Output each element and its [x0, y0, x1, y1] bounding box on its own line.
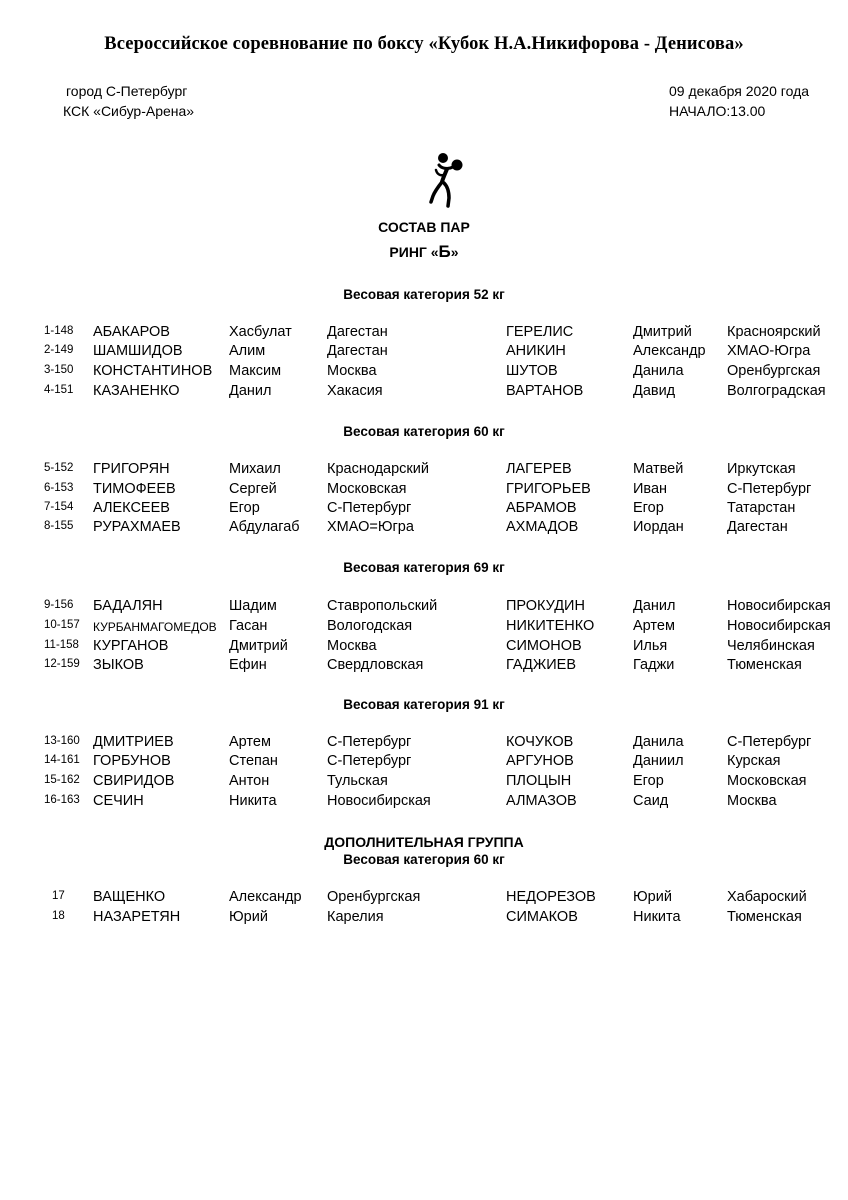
boxer1-name: Александр — [229, 889, 302, 905]
boxer1-surname: КУРБАНМАГОМЕДОВ — [93, 620, 217, 634]
boxer2-region: Челябинская — [727, 638, 815, 654]
boxer1-name: Никита — [229, 793, 277, 809]
bout-number: 5-152 — [44, 462, 74, 474]
boxer1-name: Сергей — [229, 481, 277, 497]
boxer2-region: Иркутская — [727, 461, 796, 477]
boxer1-name: Ефин — [229, 657, 267, 673]
boxer2-region: Оренбургская — [727, 363, 821, 379]
bout-row — [0, 753, 848, 773]
bout-number: 14-161 — [44, 754, 80, 766]
boxer1-surname: БАДАЛЯН — [93, 598, 163, 614]
boxer1-region: Новосибирская — [327, 793, 431, 809]
bout-number: 13-160 — [44, 735, 80, 747]
bout-row — [0, 324, 848, 344]
boxer2-region: Хабароский — [727, 889, 807, 905]
ring-close: » — [450, 244, 459, 260]
boxer2-surname: ГРИГОРЬЕВ — [506, 481, 591, 497]
boxer1-surname: РУРАХМАЕВ — [93, 519, 181, 535]
boxer1-name: Степан — [229, 753, 278, 769]
page-title: Всероссийское соревнование по боксу «Кубок Н.А.Никифорова - Денисова» — [104, 34, 744, 54]
weight-category-heading: Весовая категория 69 кг — [343, 560, 505, 575]
boxer1-name: Юрий — [229, 909, 268, 925]
weight-category-heading: Весовая категория 52 кг — [343, 287, 505, 302]
boxer2-name: Юрий — [633, 889, 672, 905]
boxer1-region: Карелия — [327, 909, 384, 925]
boxer2-region: Московская — [727, 773, 807, 789]
boxer1-region: Хакасия — [327, 383, 383, 399]
boxer1-region: Ставропольский — [327, 598, 438, 614]
boxer2-surname: ПЛОЦЫН — [506, 773, 572, 789]
boxer2-name: Гаджи — [633, 657, 675, 673]
boxer-icon — [428, 152, 472, 214]
boxer1-region: Москва — [327, 638, 377, 654]
boxer1-name: Михаил — [229, 461, 281, 477]
ring-letter: Б — [438, 242, 451, 261]
bout-row — [0, 638, 848, 658]
boxer2-name: Егор — [633, 773, 664, 789]
bout-row — [0, 773, 848, 793]
bout-row — [0, 618, 848, 638]
bout-row — [0, 461, 848, 481]
boxer1-surname: ТИМОФЕЕВ — [93, 481, 176, 497]
boxer2-name: Александр — [633, 343, 706, 359]
bout-row — [0, 481, 848, 501]
boxer1-name: Алим — [229, 343, 266, 359]
bout-number: 12-159 — [44, 658, 80, 670]
boxer2-surname: АХМАДОВ — [506, 519, 579, 535]
boxer2-name: Иордан — [633, 519, 684, 535]
boxer2-surname: АНИКИН — [506, 343, 566, 359]
boxer1-region: Оренбургская — [327, 889, 421, 905]
boxer1-name: Максим — [229, 363, 282, 379]
bout-row — [0, 343, 848, 363]
boxer2-surname: НЕДОРЕЗОВ — [506, 889, 596, 905]
boxer2-surname: НИКИТЕНКО — [506, 618, 595, 634]
boxer1-surname: КОНСТАНТИНОВ — [93, 363, 213, 379]
boxer2-surname: ГАДЖИЕВ — [506, 657, 577, 673]
boxer2-region: С-Петербург — [727, 481, 812, 497]
bout-number: 11-158 — [44, 639, 79, 651]
boxer1-region: Вологодская — [327, 618, 413, 634]
city: город С-Петербург — [66, 83, 188, 99]
boxer1-region: ХМАО=Югра — [327, 519, 414, 535]
bout-number: 16-163 — [44, 794, 80, 806]
boxer2-surname: ГЕРЕЛИС — [506, 324, 574, 340]
boxer2-name: Даниил — [633, 753, 684, 769]
boxer2-surname: СИМОНОВ — [506, 638, 582, 654]
boxer2-surname: АЛМАЗОВ — [506, 793, 577, 809]
extra-group-heading: ДОПОЛНИТЕЛЬНАЯ ГРУППА — [324, 834, 524, 850]
boxer1-surname: ВАЩЕНКО — [93, 889, 166, 905]
ring-label: РИНГ « — [389, 244, 439, 260]
boxer1-region: Дагестан — [327, 343, 388, 359]
boxer1-region: Краснодарский — [327, 461, 429, 477]
bout-row — [0, 793, 848, 813]
boxer2-name: Данила — [633, 734, 684, 750]
bout-number: 17 — [52, 890, 65, 902]
bout-row — [0, 383, 848, 403]
boxer1-surname: ШАМШИДОВ — [93, 343, 183, 359]
date-block — [669, 81, 809, 121]
ring-heading — [0, 242, 848, 262]
boxer2-region: Курская — [727, 753, 781, 769]
bout-number: 2-149 — [44, 344, 74, 356]
bout-row — [0, 657, 848, 677]
boxer1-surname: АБАКАРОВ — [93, 324, 170, 340]
bout-row — [0, 363, 848, 383]
weight-category-heading: Весовая категория 60 кг — [343, 852, 505, 867]
boxer2-region: Тюменская — [727, 657, 802, 673]
bout-number: 8-155 — [44, 520, 74, 532]
boxer2-name: Егор — [633, 500, 664, 516]
boxer1-surname: КУРГАНОВ — [93, 638, 169, 654]
boxer2-region: Москва — [727, 793, 777, 809]
boxer1-surname: НАЗАРЕТЯН — [93, 909, 181, 925]
weight-category-heading: Весовая категория 91 кг — [343, 697, 505, 712]
boxer2-region: Красноярский — [727, 324, 821, 340]
boxer2-name: Данил — [633, 598, 676, 614]
boxer1-region: Московская — [327, 481, 407, 497]
boxer1-region: Дагестан — [327, 324, 388, 340]
start-time: НАЧАЛО:13.00 — [669, 103, 766, 119]
boxer2-surname: ШУТОВ — [506, 363, 558, 379]
bout-number: 10-157 — [44, 619, 80, 631]
boxer2-name: Никита — [633, 909, 681, 925]
boxer1-name: Артем — [229, 734, 271, 750]
boxer2-name: Илья — [633, 638, 668, 654]
boxer1-surname: ЗЫКОВ — [93, 657, 144, 673]
bout-row — [0, 889, 848, 909]
boxer2-name: Иван — [633, 481, 668, 497]
boxer2-name: Артем — [633, 618, 675, 634]
boxer1-region: С-Петербург — [327, 753, 412, 769]
boxer2-name: Саид — [633, 793, 669, 809]
boxer2-region: Волгоградская — [727, 383, 826, 399]
bout-number: 6-153 — [44, 482, 74, 494]
bout-number: 4-151 — [44, 384, 74, 396]
boxer1-name: Абдулагаб — [229, 519, 300, 535]
bout-number: 7-154 — [44, 501, 74, 513]
weight-category-heading: Весовая категория 60 кг — [343, 424, 505, 439]
boxer2-name: Матвей — [633, 461, 684, 477]
boxer1-surname: СВИРИДОВ — [93, 773, 175, 789]
venue: КСК «Сибур-Арена» — [63, 103, 195, 119]
boxer2-surname: ПРОКУДИН — [506, 598, 585, 614]
boxer1-region: С-Петербург — [327, 500, 412, 516]
boxer2-name: Дмитрий — [633, 324, 692, 340]
boxer2-surname: ВАРТАНОВ — [506, 383, 584, 399]
boxer1-name: Антон — [229, 773, 270, 789]
bout-row — [0, 734, 848, 754]
boxer2-region: Тюменская — [727, 909, 802, 925]
event-date: 09 декабря 2020 года — [669, 83, 810, 99]
boxer2-region: Дагестан — [727, 519, 788, 535]
boxer2-surname: АРГУНОВ — [506, 753, 574, 769]
boxer1-name: Егор — [229, 500, 260, 516]
bout-row — [0, 500, 848, 520]
boxer2-region: Новосибирская — [727, 598, 831, 614]
bout-row — [0, 598, 848, 618]
boxer2-surname: СИМАКОВ — [506, 909, 578, 925]
boxer1-surname: КАЗАНЕНКО — [93, 383, 180, 399]
boxer1-surname: АЛЕКСЕЕВ — [93, 500, 170, 516]
bout-number: 3-150 — [44, 364, 74, 376]
boxer1-region: Тульская — [327, 773, 388, 789]
boxer1-region: Свердловская — [327, 657, 424, 673]
boxer1-name: Данил — [229, 383, 272, 399]
bout-number: 9-156 — [44, 599, 74, 611]
boxer2-name: Данила — [633, 363, 684, 379]
boxer2-surname: ЛАГЕРЕВ — [506, 461, 572, 477]
boxer1-name: Хасбулат — [229, 324, 292, 340]
boxer1-surname: СЕЧИН — [93, 793, 144, 809]
boxer1-surname: ГРИГОРЯН — [93, 461, 170, 477]
boxer1-surname: ДМИТРИЕВ — [93, 734, 174, 750]
bout-number: 1-148 — [44, 325, 74, 337]
boxer2-region: С-Петербург — [727, 734, 812, 750]
boxer2-region: Татарстан — [727, 500, 796, 516]
boxer1-name: Шадим — [229, 598, 277, 614]
pairs-heading: СОСТАВ ПАР — [378, 219, 470, 235]
boxer2-region: ХМАО-Югра — [727, 343, 811, 359]
boxer1-surname: ГОРБУНОВ — [93, 753, 171, 769]
boxer1-name: Гасан — [229, 618, 268, 634]
bout-number: 18 — [52, 910, 65, 922]
boxer1-name: Дмитрий — [229, 638, 288, 654]
boxer2-surname: КОЧУКОВ — [506, 734, 574, 750]
bout-row — [0, 519, 848, 539]
boxer1-region: Москва — [327, 363, 377, 379]
bout-number: 15-162 — [44, 774, 80, 786]
bout-row — [0, 909, 848, 929]
boxer2-name: Давид — [633, 383, 676, 399]
boxer2-surname: АБРАМОВ — [506, 500, 577, 516]
location-block — [63, 81, 195, 121]
boxer2-region: Новосибирская — [727, 618, 831, 634]
boxer1-region: С-Петербург — [327, 734, 412, 750]
